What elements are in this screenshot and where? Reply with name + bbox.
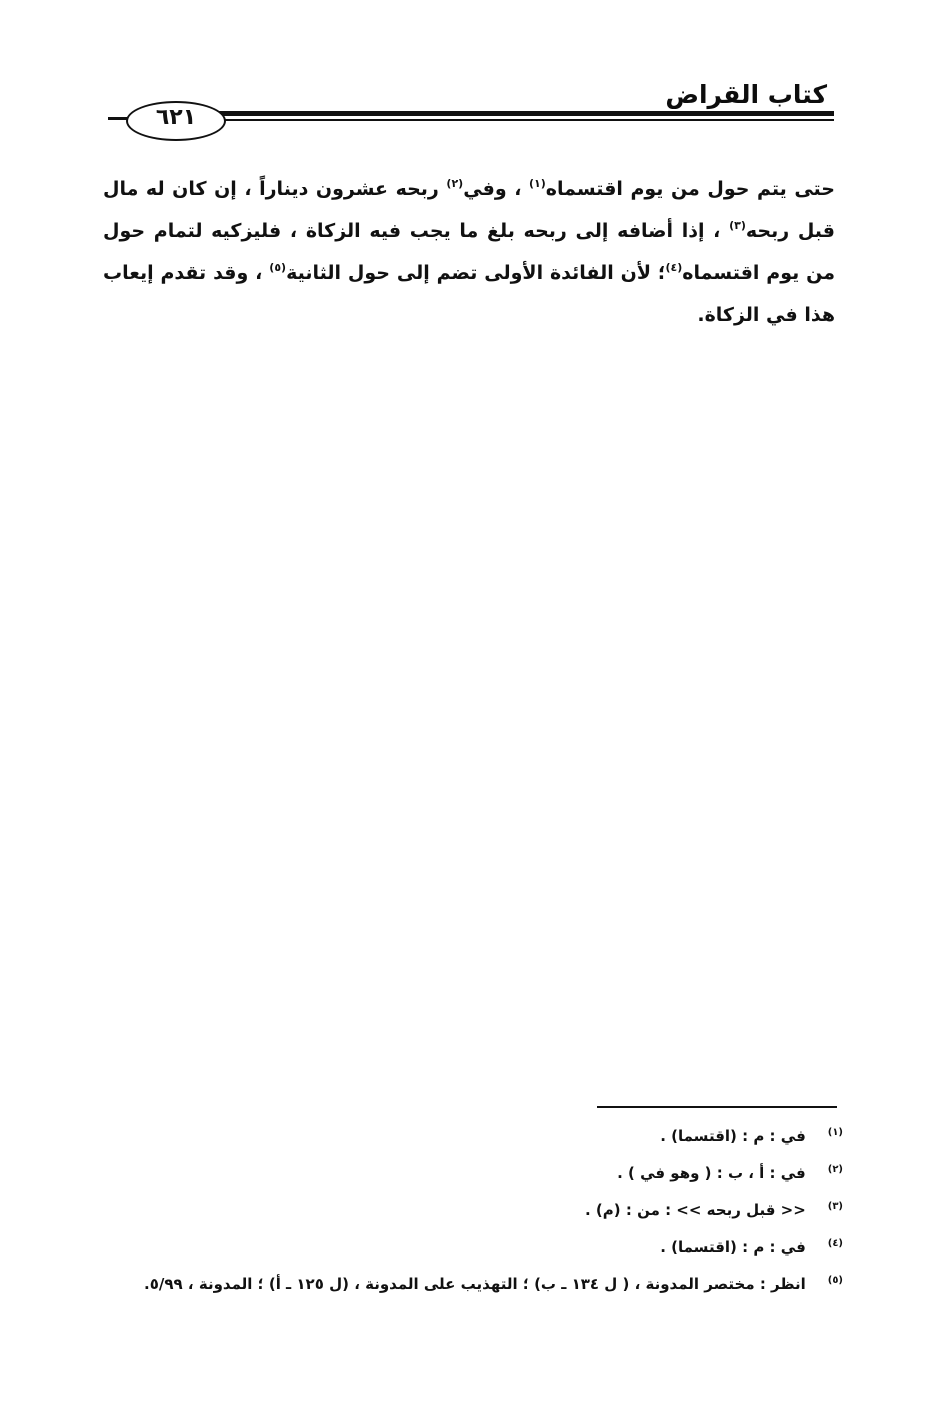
footnote-separator: [597, 1106, 837, 1108]
header-rule-thick: [200, 111, 834, 116]
body-text-segment: ، وفي: [463, 178, 529, 200]
page-number: ٦٢١: [155, 105, 197, 130]
header-rule-thin: [200, 119, 834, 121]
footnote-text: في : م : (اقتسما) .: [660, 1127, 806, 1145]
footnote-ref-4: (٤): [665, 261, 683, 274]
body-text-segment: ، وقد تقدم إيعاب هذا في الزكاة.: [103, 262, 835, 326]
header-rule: [200, 108, 834, 125]
footnote-mark: (٤): [827, 1238, 843, 1249]
page-number-badge: [126, 101, 226, 141]
footnote-item: [83, 1190, 843, 1227]
footnote-list: [83, 1116, 843, 1301]
footnote-ref-3: (٣): [729, 219, 746, 232]
body-text-segment: ، إذا أضافه إلى ربحه بلغ ما يجب فيه الزكاة ، فليزكيه لتمام حول من يوم اقتسماه: [103, 220, 835, 284]
footnote-text: في : م : (اقتسما) .: [660, 1238, 806, 1256]
footnote-ref-1: (١): [528, 177, 546, 190]
footnote-mark: (١): [827, 1127, 843, 1138]
footnote-text: انظر : مختصر المدونة ، ( ل ١٣٤ ـ ب) ؛ التهذيب على المدونة ، (ل ١٢٥ ـ أ) ؛ المدونة ، ٥/٩٩.: [144, 1275, 806, 1293]
footnote-mark: (٣): [827, 1201, 843, 1212]
footnote-text: في : أ ، ب : ( وهو في ) .: [617, 1164, 806, 1182]
footnote-item: [83, 1227, 843, 1264]
footnote-item: [83, 1116, 843, 1153]
body-text-segment: ؛ لأن الفائدة الأولى تضم إلى حول الثانية: [286, 262, 666, 284]
footnote-ref-2: (٢): [446, 177, 464, 190]
body-text-segment: حتى يتم حول من يوم اقتسماه: [545, 178, 836, 200]
body-paragraph: [103, 168, 835, 336]
footnote-item: [83, 1153, 843, 1190]
footnote-mark: (٥): [827, 1275, 843, 1286]
footnote-text: << قبل ربحه >> : من : (م) .: [585, 1201, 806, 1219]
running-header-title: كتاب القراض: [665, 80, 827, 109]
footnote-mark: (٢): [827, 1164, 843, 1175]
footnote-item: [83, 1264, 843, 1301]
body-text-segment: ربحه عشرون ديناراً ، إن كان له مال قبل ربحه: [103, 178, 836, 242]
footnote-ref-5: (٥): [269, 261, 287, 274]
